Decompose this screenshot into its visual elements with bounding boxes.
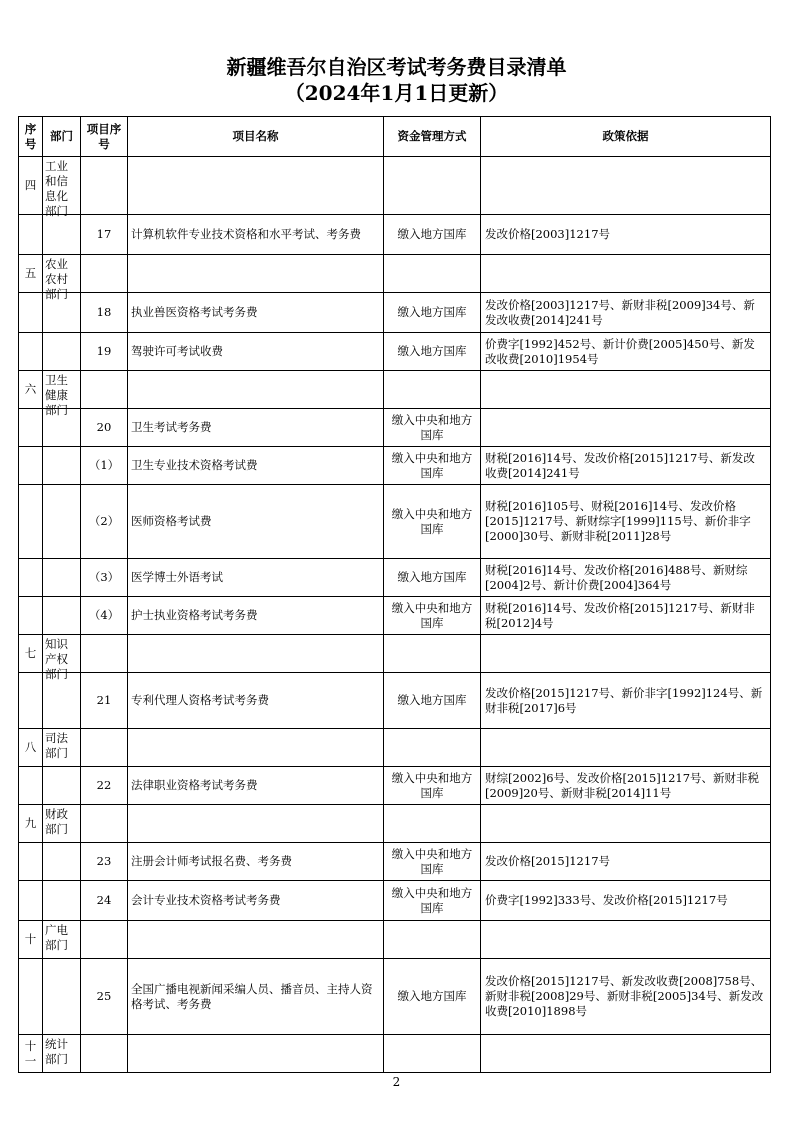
header-item-name: 项目名称	[128, 117, 384, 157]
cell-dept	[43, 767, 81, 805]
cell-policy: 财税[2016]14号、发改价格[2015]1217号、新发改收费[2014]241号	[481, 447, 771, 485]
cell-policy: 财税[2016]14号、发改价格[2016]488号、新财综[2004]2号、新计价费[2004]364号	[481, 559, 771, 597]
cell-seq: 八	[19, 729, 43, 767]
cell-policy	[481, 157, 771, 215]
cell-item-no: 20	[81, 409, 128, 447]
dept-label: 知识产权部门	[45, 637, 68, 681]
cell-fund-mgmt: 缴入中央和地方国库	[384, 409, 481, 447]
header-seq: 序号	[19, 117, 43, 157]
table-row	[19, 485, 771, 559]
document-title: 新疆维吾尔自治区考试考务费目录清单	[226, 55, 567, 79]
cell-item-name: 计算机软件专业技术资格和水平考试、考务费	[128, 215, 384, 255]
cell-item-no: 24	[81, 881, 128, 921]
cell-fund-mgmt	[384, 255, 481, 293]
cell-policy: 发改价格[2015]1217号	[481, 843, 771, 881]
cell-seq: 五	[19, 255, 43, 293]
cell-seq	[19, 767, 43, 805]
cell-item-no	[81, 371, 128, 409]
table-row	[19, 215, 771, 255]
cell-policy: 发改价格[2015]1217号、新发改收费[2008]758号、新财非税[2008]29号、新财非税[2005]34号、新发改收费[2010]1898号	[481, 959, 771, 1035]
cell-item-name	[128, 371, 384, 409]
cell-dept	[43, 729, 81, 767]
cell-item-no	[81, 255, 128, 293]
cell-item-no: （4）	[81, 597, 128, 635]
cell-fund-mgmt: 缴入中央和地方国库	[384, 843, 481, 881]
cell-item-name: 护士执业资格考试考务费	[128, 597, 384, 635]
cell-dept	[43, 157, 81, 218]
cell-seq	[19, 881, 43, 921]
table-row	[19, 767, 771, 805]
category-row	[19, 255, 771, 293]
cell-item-no: （3）	[81, 559, 128, 597]
cell-item-no: 22	[81, 767, 128, 805]
cell-item-name: 会计专业技术资格考试考务费	[128, 881, 384, 921]
table-row	[19, 959, 771, 1035]
dept-label: 卫生健康部门	[45, 373, 68, 417]
table-row	[19, 881, 771, 921]
cell-item-name: 法律职业资格考试考务费	[128, 767, 384, 805]
cell-seq	[19, 447, 43, 485]
cell-dept	[43, 485, 81, 559]
cell-fund-mgmt: 缴入地方国库	[384, 559, 481, 597]
cell-fund-mgmt	[384, 635, 481, 673]
cell-item-no: 25	[81, 959, 128, 1035]
cell-item-name: 专利代理人资格考试考务费	[128, 673, 384, 729]
cell-seq	[19, 409, 43, 447]
cell-item-no	[81, 1035, 128, 1073]
dept-label: 财政部门	[45, 807, 68, 836]
cell-dept	[43, 921, 81, 959]
category-row	[19, 157, 771, 215]
category-row	[19, 1035, 771, 1073]
cell-fund-mgmt: 缴入中央和地方国库	[384, 485, 481, 559]
cell-dept	[43, 843, 81, 881]
cell-seq: 十一	[19, 1035, 43, 1073]
cell-policy: 价费字[1992]452号、新计价费[2005]450号、新发改收费[2010]1954号	[481, 333, 771, 371]
cell-seq	[19, 293, 43, 333]
cell-item-name: 注册会计师考试报名费、考务费	[128, 843, 384, 881]
cell-dept	[43, 805, 81, 843]
dept-label: 统计部门	[45, 1037, 68, 1066]
cell-dept	[43, 371, 81, 417]
table-row	[19, 559, 771, 597]
cell-policy	[481, 635, 771, 673]
table-row	[19, 447, 771, 485]
cell-fund-mgmt	[384, 921, 481, 959]
cell-fund-mgmt: 缴入中央和地方国库	[384, 767, 481, 805]
header-policy: 政策依据	[481, 117, 771, 157]
cell-seq: 四	[19, 157, 43, 215]
cell-dept	[43, 881, 81, 921]
header-fund-mgmt: 资金管理方式	[384, 117, 481, 157]
document-subtitle: （2024年1月1日更新）	[284, 81, 509, 105]
header-item-no: 项目序号	[81, 117, 128, 157]
dept-label: 广电部门	[45, 923, 68, 952]
cell-dept	[43, 559, 81, 597]
cell-item-name	[128, 805, 384, 843]
cell-policy: 发改价格[2003]1217号	[481, 215, 771, 255]
cell-policy	[481, 371, 771, 409]
cell-item-name: 医师资格考试费	[128, 485, 384, 559]
table-row	[19, 673, 771, 729]
category-row	[19, 371, 771, 409]
cell-item-no: 19	[81, 333, 128, 371]
table-row	[19, 409, 771, 447]
category-row	[19, 729, 771, 767]
table-row	[19, 293, 771, 333]
cell-dept	[43, 215, 81, 255]
cell-seq	[19, 597, 43, 635]
cell-item-no	[81, 635, 128, 673]
cell-item-name: 卫生专业技术资格考试费	[128, 447, 384, 485]
cell-fund-mgmt: 缴入中央和地方国库	[384, 597, 481, 635]
cell-dept	[43, 1035, 81, 1073]
cell-seq	[19, 485, 43, 559]
header-dept: 部门	[43, 117, 81, 157]
cell-seq: 九	[19, 805, 43, 843]
table-row	[19, 333, 771, 371]
table-row	[19, 843, 771, 881]
cell-fund-mgmt	[384, 1035, 481, 1073]
cell-item-name	[128, 921, 384, 959]
dept-label: 农业农村部门	[45, 257, 68, 301]
cell-fund-mgmt: 缴入地方国库	[384, 333, 481, 371]
category-row	[19, 805, 771, 843]
cell-dept	[43, 333, 81, 371]
cell-dept	[43, 447, 81, 485]
cell-fund-mgmt: 缴入地方国库	[384, 673, 481, 729]
dept-label: 工业和信息化部门	[45, 159, 68, 218]
cell-item-no	[81, 805, 128, 843]
cell-policy	[481, 409, 771, 447]
cell-item-name: 执业兽医资格考试考务费	[128, 293, 384, 333]
cell-item-name: 卫生考试考务费	[128, 409, 384, 447]
cell-item-name: 驾驶许可考试收费	[128, 333, 384, 371]
cell-policy: 发改价格[2003]1217号、新财非税[2009]34号、新发改收费[2014]241号	[481, 293, 771, 333]
cell-seq	[19, 215, 43, 255]
cell-item-name: 全国广播电视新闻采编人员、播音员、主持人资格考试、考务费	[128, 959, 384, 1035]
category-row	[19, 921, 771, 959]
dept-label: 司法部门	[45, 731, 68, 760]
cell-policy	[481, 1035, 771, 1073]
cell-item-no: 17	[81, 215, 128, 255]
table-header-row	[19, 117, 771, 157]
cell-item-no	[81, 157, 128, 215]
cell-seq	[19, 843, 43, 881]
cell-fund-mgmt	[384, 805, 481, 843]
cell-fund-mgmt	[384, 157, 481, 215]
cell-item-no: 21	[81, 673, 128, 729]
fee-catalog-table	[18, 116, 771, 1073]
cell-policy: 财税[2016]14号、发改价格[2015]1217号、新财非税[2012]4号	[481, 597, 771, 635]
category-row	[19, 635, 771, 673]
cell-fund-mgmt	[384, 729, 481, 767]
cell-seq	[19, 673, 43, 729]
cell-item-no: （2）	[81, 485, 128, 559]
cell-dept	[43, 597, 81, 635]
cell-item-no: （1）	[81, 447, 128, 485]
cell-policy	[481, 921, 771, 959]
cell-fund-mgmt: 缴入中央和地方国库	[384, 881, 481, 921]
cell-seq	[19, 959, 43, 1035]
cell-item-no: 23	[81, 843, 128, 881]
cell-seq	[19, 559, 43, 597]
cell-policy	[481, 805, 771, 843]
cell-fund-mgmt	[384, 371, 481, 409]
cell-item-name	[128, 635, 384, 673]
cell-item-no: 18	[81, 293, 128, 333]
cell-policy: 财税[2016]105号、财税[2016]14号、发改价格[2015]1217号、新财综字[1999]115号、新价非字[2000]30号、新财非税[2011]28号	[481, 485, 771, 559]
cell-item-name	[128, 157, 384, 215]
cell-seq: 十	[19, 921, 43, 959]
cell-item-no	[81, 729, 128, 767]
cell-policy	[481, 729, 771, 767]
cell-policy: 价费字[1992]333号、发改价格[2015]1217号	[481, 881, 771, 921]
cell-fund-mgmt: 缴入地方国库	[384, 215, 481, 255]
cell-dept	[43, 255, 81, 301]
table-row	[19, 597, 771, 635]
cell-fund-mgmt: 缴入中央和地方国库	[384, 447, 481, 485]
cell-dept	[43, 959, 81, 1035]
cell-item-name: 医学博士外语考试	[128, 559, 384, 597]
cell-policy	[481, 255, 771, 293]
cell-fund-mgmt: 缴入地方国库	[384, 293, 481, 333]
cell-fund-mgmt: 缴入地方国库	[384, 959, 481, 1035]
cell-item-name	[128, 729, 384, 767]
cell-item-name	[128, 255, 384, 293]
cell-seq: 七	[19, 635, 43, 673]
cell-policy: 财综[2002]6号、发改价格[2015]1217号、新财非税[2009]20号、新财非税[2014]11号	[481, 767, 771, 805]
cell-policy: 发改价格[2015]1217号、新价非字[1992]124号、新财非税[2017]6号	[481, 673, 771, 729]
cell-item-name	[128, 1035, 384, 1073]
cell-item-no	[81, 921, 128, 959]
cell-seq	[19, 333, 43, 371]
page-number: 2	[392, 1075, 401, 1089]
cell-seq: 六	[19, 371, 43, 409]
cell-dept	[43, 635, 81, 681]
